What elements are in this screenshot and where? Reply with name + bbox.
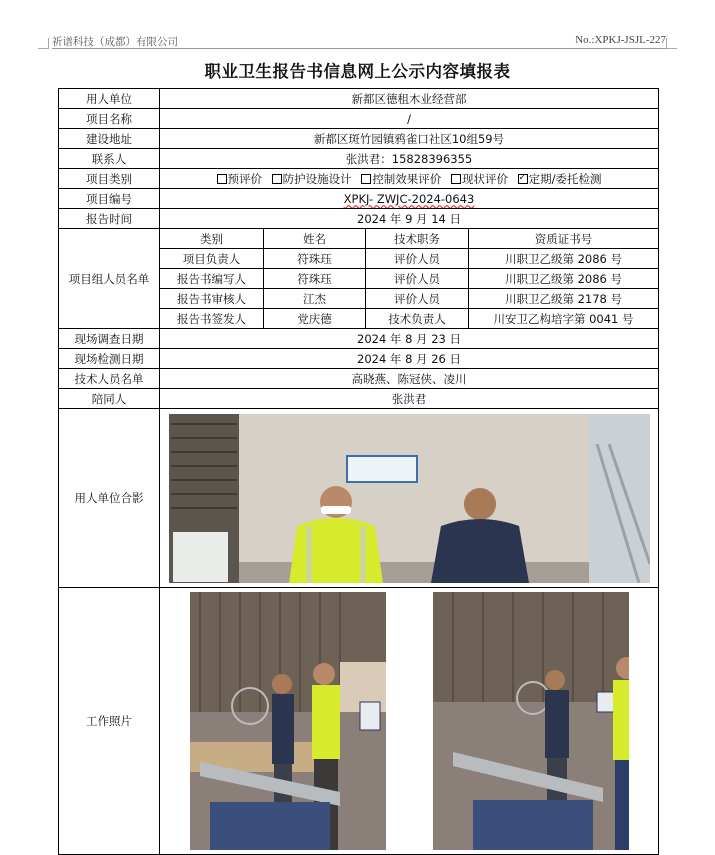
team-role: 项目负责人 (160, 249, 264, 269)
checkbox-protection-design[interactable] (272, 174, 282, 184)
value-report-date: 2024 年 9 月 14 日 (160, 209, 659, 229)
work-photo-2-image (433, 592, 629, 850)
label-employer: 用人单位 (59, 89, 160, 109)
team-name: 符珠珏 (264, 249, 366, 269)
row-escort (59, 389, 659, 409)
checkbox-control-effect[interactable] (361, 174, 371, 184)
label-escort: 陪同人 (59, 389, 160, 409)
group-photo-image (169, 414, 650, 583)
team-name: 江杰 (264, 289, 366, 309)
team-name: 党庆德 (264, 309, 366, 329)
disclosure-form-table (58, 88, 659, 855)
label-project-no: 项目编号 (59, 189, 160, 209)
value-escort: 张洪君 (160, 389, 659, 409)
row-group-photo (59, 409, 659, 588)
row-project-no (59, 189, 659, 209)
label-group-photo: 用人单位合影 (59, 409, 160, 588)
value-project-type (160, 169, 659, 189)
value-contact: 张洪君：15828396355 (160, 149, 659, 169)
row-report-date (59, 209, 659, 229)
checkbox-periodic-testing[interactable] (518, 174, 528, 184)
label-tech-staff: 技术人员名单 (59, 369, 160, 389)
team-cert: 川职卫乙级第 2086 号 (469, 249, 659, 269)
value-tech-staff: 高晓燕、陈冠侠、凌川 (160, 369, 659, 389)
value-project-no (160, 189, 659, 209)
row-project-type (59, 169, 659, 189)
work-photo-1 (190, 592, 386, 850)
label-project-type: 项目类别 (59, 169, 160, 189)
label-report-date: 报告时间 (59, 209, 160, 229)
team-title: 技术负责人 (366, 309, 469, 329)
value-survey-date: 2024 年 8 月 23 日 (160, 329, 659, 349)
team-title: 评价人员 (366, 289, 469, 309)
row-work-photos (59, 588, 659, 855)
checkbox-pre-evaluation[interactable] (217, 174, 227, 184)
row-contact (59, 149, 659, 169)
team-title: 评价人员 (366, 249, 469, 269)
option-pre-evaluation[interactable]: 预评价 (217, 172, 263, 186)
team-cert: 川安卫乙构培字第 0041 号 (469, 309, 659, 329)
document-number: No.:XPKJ-JSJL-227 (575, 34, 666, 46)
work-photos-row (160, 588, 658, 854)
corner-mark-right (666, 38, 677, 49)
page-title: 职业卫生报告书信息网上公示内容填报表 (204, 62, 511, 81)
value-test-date: 2024 年 8 月 26 日 (160, 349, 659, 369)
team-header-cert: 资质证书号 (469, 229, 659, 249)
label-survey-date: 现场调查日期 (59, 329, 160, 349)
value-employer: 新都区德租木业经营部 (160, 89, 659, 109)
label-test-date: 现场检测日期 (59, 349, 160, 369)
checkbox-status-evaluation[interactable] (451, 174, 461, 184)
team-role: 报告书编写人 (160, 269, 264, 289)
row-address (59, 129, 659, 149)
option-control-effect[interactable]: 控制效果评价 (361, 172, 441, 186)
team-cert: 川职卫乙级第 2178 号 (469, 289, 659, 309)
row-survey-date (59, 329, 659, 349)
option-periodic-testing[interactable]: ✓ 定期/委托检测 (518, 172, 602, 186)
team-header-role: 类别 (160, 229, 264, 249)
label-team: 项目组人员名单 (59, 229, 160, 329)
team-role: 报告书审核人 (160, 289, 264, 309)
label-address: 建设地址 (59, 129, 160, 149)
work-photo-1-image (190, 592, 386, 850)
row-project-name (59, 109, 659, 129)
team-name: 符珠珏 (264, 269, 366, 289)
option-status-evaluation[interactable]: 现状评价 (451, 172, 508, 186)
row-employer (59, 89, 659, 109)
team-title: 评价人员 (366, 269, 469, 289)
group-photo (169, 414, 650, 583)
team-header-name: 姓名 (264, 229, 366, 249)
label-work-photos: 工作照片 (59, 588, 160, 855)
label-project-name: 项目名称 (59, 109, 160, 129)
team-role: 报告书签发人 (160, 309, 264, 329)
company-name: 祈谱科技（成都）有限公司 (52, 36, 178, 48)
cell-group-photo (160, 409, 659, 588)
team-header-row (59, 229, 659, 249)
team-header-title: 技术职务 (366, 229, 469, 249)
row-test-date (59, 349, 659, 369)
header-divider (52, 48, 666, 49)
work-photo-2 (433, 592, 629, 850)
option-protection-design[interactable]: 防护设施设计 (272, 172, 352, 186)
value-project-name: / (160, 109, 659, 129)
team-cert: 川职卫乙级第 2086 号 (469, 269, 659, 289)
label-contact: 联系人 (59, 149, 160, 169)
project-number-text: XPKJ- ZWJC-2024-0643 (343, 191, 475, 206)
value-address: 新都区斑竹园镇鸦雀口社区10组59号 (160, 129, 659, 149)
corner-mark-left (38, 38, 49, 49)
cell-work-photos (160, 588, 659, 855)
row-tech-staff (59, 369, 659, 389)
